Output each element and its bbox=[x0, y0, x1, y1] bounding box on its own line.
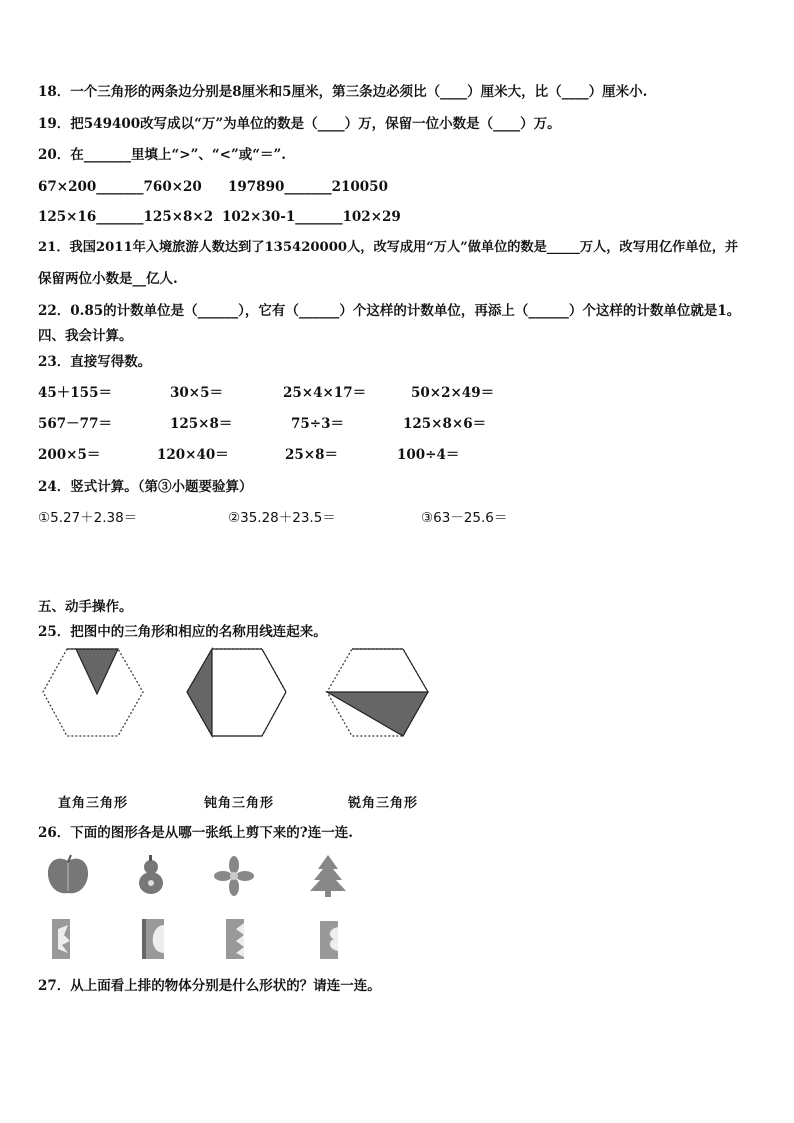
cutout-shapes-row bbox=[44, 853, 364, 901]
vertical-calc-1: ①5.27＋2.38＝ bbox=[38, 510, 138, 526]
flower-shape-icon bbox=[214, 856, 254, 896]
calc-item: 50×2×49＝ bbox=[411, 385, 495, 401]
section-5-heading: 五、动手操作。 bbox=[38, 599, 133, 615]
calc-item: 567－77＝ bbox=[38, 416, 112, 432]
hexagon-acute-triangle-figure bbox=[327, 649, 428, 736]
question-24-stem: 24．竖式计算。（第③小题要验算） bbox=[38, 479, 253, 495]
folded-paper-row bbox=[44, 917, 364, 963]
calc-item: 25×4×17＝ bbox=[283, 385, 367, 401]
question-20-compare-4: 102×30-1_______102×29 bbox=[222, 209, 401, 225]
label-obtuse-triangle: 钝角三角形 bbox=[204, 796, 275, 811]
vertical-calc-3: ③63－25.6＝ bbox=[421, 510, 508, 526]
apple-shape-icon bbox=[48, 855, 88, 893]
hexagon-obtuse-triangle-figure bbox=[187, 649, 286, 736]
calc-item: 100÷4＝ bbox=[397, 447, 460, 463]
question-20-stem: 20．在_______里填上“>”、“<”或“＝”. bbox=[38, 147, 286, 163]
section-4-heading: 四、我会计算。 bbox=[38, 328, 133, 344]
question-26-stem: 26．下面的图形各是从哪一张纸上剪下来的?连一连. bbox=[38, 825, 353, 841]
calc-item: 125×8＝ bbox=[170, 416, 233, 432]
question-20-compare-3: 125×16_______125×8×2 bbox=[38, 209, 214, 225]
pine-tree-shape-icon bbox=[310, 855, 346, 897]
folded-paper-1-icon bbox=[52, 919, 70, 959]
gourd-shape-icon bbox=[139, 855, 163, 894]
calc-item: 120×40＝ bbox=[157, 447, 229, 463]
question-25-stem: 25．把图中的三角形和相应的名称用线连起来。 bbox=[38, 624, 327, 640]
folded-paper-3-icon bbox=[226, 919, 244, 959]
calc-item: 30×5＝ bbox=[170, 385, 223, 401]
folded-paper-4-icon bbox=[320, 921, 338, 959]
question-21-line-2: 保留两位小数是__亿人. bbox=[38, 271, 178, 287]
question-18: 18．一个三角形的两条边分别是8厘米和5厘米，第三条边必须比（____）厘米大，比（____）厘米小. bbox=[38, 84, 648, 100]
question-27-stem: 27．从上面看上排的物体分别是什么形状的？请连一连。 bbox=[38, 978, 381, 994]
label-right-triangle: 直角三角形 bbox=[58, 796, 129, 811]
question-23-stem: 23．直接写得数。 bbox=[38, 354, 152, 370]
vertical-calc-2: ②35.28＋23.5＝ bbox=[228, 510, 336, 526]
question-20-compare-1: 67×200_______760×20 bbox=[38, 179, 202, 195]
calc-item: 25×8＝ bbox=[285, 447, 338, 463]
calc-item: 125×8×6＝ bbox=[403, 416, 487, 432]
calc-item: 200×5＝ bbox=[38, 447, 101, 463]
question-20-compare-2: 197890_______210050 bbox=[228, 179, 388, 195]
question-19: 19．把549400改写成以“万”为单位的数是（____）万，保留一位小数是（____）万。 bbox=[38, 116, 561, 132]
hexagon-right-triangle-figure bbox=[43, 649, 143, 736]
question-21-line-1: 21．我国2011年入境旅游人数达到了135420000人，改写成用“万人”做单位的数是_____万人，改写用亿作单位，并 bbox=[38, 240, 739, 255]
calc-item: 45＋155＝ bbox=[38, 385, 112, 401]
hexagon-figures bbox=[40, 644, 440, 742]
question-22: 22．0.85的计数单位是（______），它有（______）个这样的计数单位，再添上（______）个这样的计数单位就是1。 bbox=[38, 303, 741, 319]
calc-item: 75÷3＝ bbox=[291, 416, 344, 432]
folded-paper-2-icon bbox=[142, 919, 164, 959]
label-acute-triangle: 锐角三角形 bbox=[348, 796, 419, 811]
